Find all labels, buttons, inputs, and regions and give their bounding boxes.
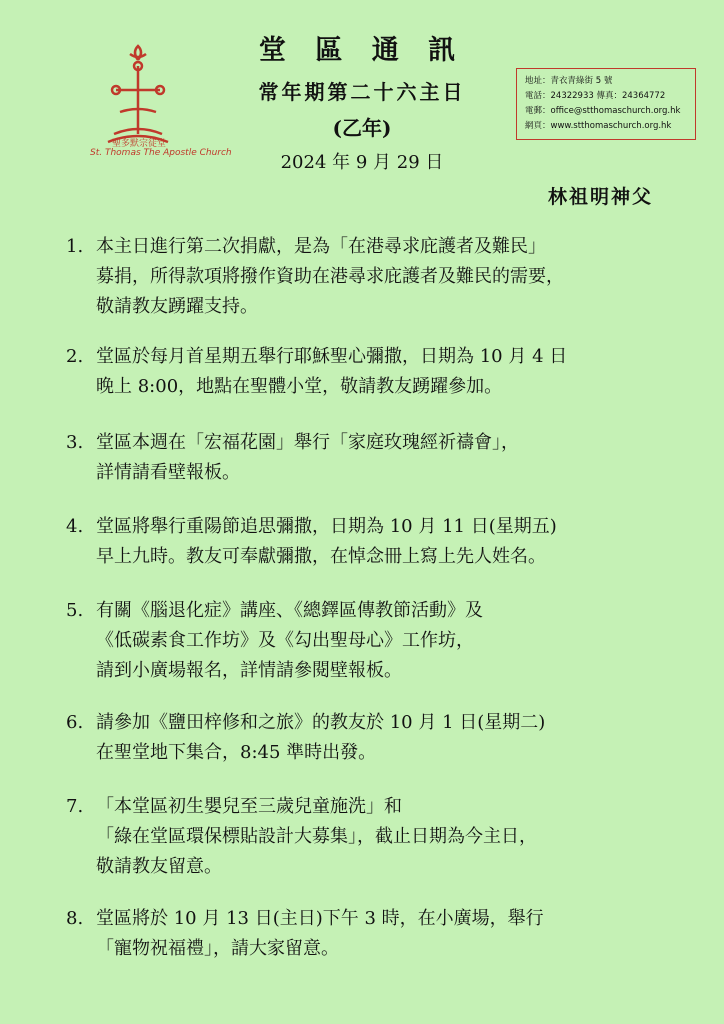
item-line: 請到小廣場報名，詳情請參閱壁報板。 xyxy=(96,660,402,681)
liturgical-subtitle: 常年期第二十六主日 xyxy=(258,80,466,104)
contact-phone: 電話：24322933 傳真：24364772 xyxy=(525,91,666,101)
notice-item xyxy=(66,708,686,768)
item-line: 詳情請看壁報板。 xyxy=(96,462,240,483)
contact-website: 網頁：www.stthomaschurch.org.hk xyxy=(525,121,672,131)
item-number: 8. xyxy=(66,908,84,929)
notice-item xyxy=(66,232,686,322)
notice-item xyxy=(66,428,686,488)
contact-email: 電郵：office@stthomaschurch.org.hk xyxy=(525,106,681,116)
item-number: 4. xyxy=(66,516,84,537)
item-number: 5. xyxy=(66,600,84,621)
contact-address: 地址：青衣青綠街 5 號 xyxy=(525,76,613,86)
item-line: 有關《腦退化症》講座、《總鐸區傳教節活動》及 xyxy=(96,600,483,621)
priest-name: 林祖明神父 xyxy=(548,186,654,208)
item-line: 敬請教友踴躍支持。 xyxy=(96,296,258,317)
item-line: 《低碳素食工作坊》及《勾出聖母心》工作坊， xyxy=(96,630,474,651)
item-line: 請參加《鹽田梓修和之旅》的教友於 10 月 1 日(星期二) xyxy=(96,712,546,733)
item-line: 晚上 8:00，地點在聖體小堂，敬請教友踴躍參加。 xyxy=(96,376,503,397)
logo-chinese-name: 聖多默宗徒堂 xyxy=(112,139,167,149)
notice-item xyxy=(66,342,686,402)
logo-english-name: St. Thomas The Apostle Church xyxy=(90,148,232,158)
item-number: 3. xyxy=(66,432,84,453)
date: 2024 年 9 月 29 日 xyxy=(280,152,444,173)
item-line: 早上九時。教友可奉獻彌撒，在悼念冊上寫上先人姓名。 xyxy=(96,546,546,567)
contact-box xyxy=(516,68,696,140)
item-number: 7. xyxy=(66,796,84,817)
notice-item xyxy=(66,596,686,686)
item-line: 「寵物祝福禮」，請大家留意。 xyxy=(96,938,339,959)
item-line: 募捐，所得款項將撥作資助在港尋求庇護者及難民的需要， xyxy=(96,266,564,287)
item-line: 「本堂區初生嬰兒至三歲兒童施洗」和 xyxy=(96,796,402,817)
notice-item xyxy=(66,904,686,964)
item-line: 「綠在堂區環保標貼設計大募集」，截止日期為今主日， xyxy=(96,826,537,847)
page-title: 堂 區 通 訊 xyxy=(258,35,466,66)
item-line: 堂區本週在「宏福花園」舉行「家庭玫瑰經祈禱會」， xyxy=(96,432,519,453)
item-line: 堂區於每月首星期五舉行耶穌聖心彌撒，日期為 10 月 4 日 xyxy=(96,346,568,367)
item-line: 敬請教友留意。 xyxy=(96,856,222,877)
item-number: 1. xyxy=(66,236,84,257)
item-number: 6. xyxy=(66,712,84,733)
item-number: 2. xyxy=(66,346,84,367)
liturgical-year: (乙年) xyxy=(332,116,392,140)
item-line: 在聖堂地下集合，8:45 準時出發。 xyxy=(96,742,377,763)
notice-item xyxy=(66,512,686,572)
item-line: 堂區將舉行重陽節追思彌撒，日期為 10 月 11 日(星期五) xyxy=(96,516,557,537)
item-line: 堂區將於 10 月 13 日(主日)下午 3 時，在小廣場，舉行 xyxy=(96,908,544,929)
item-line: 本主日進行第二次捐獻，是為「在港尋求庇護者及難民」 xyxy=(96,236,546,257)
notice-item xyxy=(66,792,686,882)
